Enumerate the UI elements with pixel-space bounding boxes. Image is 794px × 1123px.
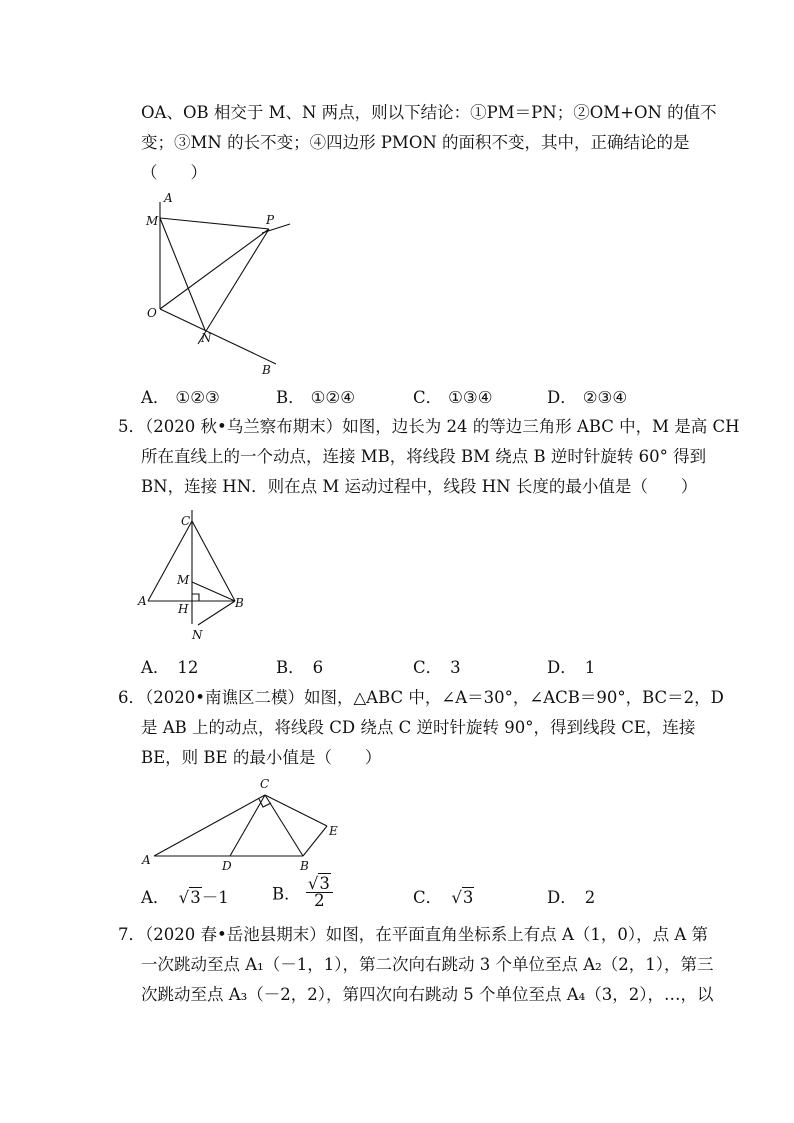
q4-label-A: A: [164, 191, 173, 205]
q4-text-line-2: 变；③MN 的长不变；④四边形 PMON 的面积不变，其中，正确结论的是: [141, 133, 690, 152]
q5-label-H: H: [178, 602, 189, 616]
q6-option-b[interactable]: B． $\frac{√3}{2}$: [272, 876, 333, 909]
q6-options: [0, 874, 794, 916]
q4-label-B: B: [262, 363, 271, 377]
q4-option-c[interactable]: C． ①③④: [413, 388, 493, 407]
q6-text-line-1: 6．（2020•南谯区二模）如图，△ABC 中，∠A＝30°，∠ACB＝90°，BC＝2，D: [118, 688, 724, 707]
q5-label-N: N: [192, 628, 203, 642]
q5-segment-BN: [198, 601, 235, 625]
q5-text-line-3: BN，连接 HN．则在点 M 运动过程中，线段 HN 长度的最小值是（ ）: [141, 477, 698, 496]
q4-segment-OP: [160, 229, 269, 309]
q5-label-C: C: [181, 514, 191, 528]
q5-option-d[interactable]: D． 1: [547, 658, 596, 677]
q5-segment-MB: [192, 582, 235, 601]
q7-text-line-3: 次跳动至点 A₃（－2，2），第四次向右跳动 5 个单位至点 A₄（3，2），…，以: [141, 985, 714, 1004]
q4-label-O: O: [147, 306, 157, 320]
q4-label-P: P: [266, 213, 275, 227]
q5-figure: [136, 504, 256, 644]
q4-segment-MN: [160, 218, 205, 330]
q6-figure: [136, 772, 356, 876]
q6-text-line-2: 是 AB 上的动点，将线段 CD 绕点 C 逆时针旋转 90°，得到线段 CE，连接: [141, 718, 696, 737]
q6-label-B: B: [300, 859, 309, 873]
q5-option-c[interactable]: C． 3: [413, 658, 461, 677]
q6-label-D: D: [222, 859, 232, 873]
q4-segment-PN: [198, 229, 269, 344]
q4-text-line-1: OA、OB 相交于 M、N 两点，则以下结论：①PM＝PN；②OM+ON 的值不: [141, 103, 717, 122]
q5-options: [0, 654, 794, 676]
q5-text-line-1: 5．（2020 秋•乌兰察布期末）如图，边长为 24 的等边三角形 ABC 中，M 是高 CH: [118, 417, 740, 436]
q7-text-line-2: 一次跳动至点 A₁（－1，1），第二次向右跳动 3 个单位至点 A₂（2，1），第三: [141, 955, 714, 974]
sqrt-symbol: √3: [451, 888, 474, 907]
q6-option-a[interactable]: A． √3－1: [141, 888, 229, 907]
fraction: $\frac{√3}{2}$: [306, 876, 333, 909]
q4-options: [0, 384, 794, 406]
q4-option-d[interactable]: D． ②③④: [547, 388, 628, 407]
q6-label-E: E: [329, 824, 338, 838]
q5-text-line-2: 所在直线上的一个动点，连接 MB，将线段 BM 绕点 B 逆时针旋转 60° 得到: [141, 447, 707, 466]
q6-side-AC: [154, 795, 265, 856]
q6-label-C: C: [260, 777, 270, 791]
q5-label-M: M: [177, 573, 190, 587]
sqrt-symbol: √3: [178, 888, 201, 907]
q4-segment-MP: [160, 218, 269, 229]
q5-option-a[interactable]: A． 12: [141, 658, 199, 677]
q4-option-a[interactable]: A． ①②③: [141, 388, 220, 407]
q6-segment-BE: [303, 826, 327, 856]
q4-label-N: N: [201, 331, 212, 345]
q5-label-B: B: [235, 596, 244, 610]
q4-figure: [138, 188, 298, 380]
q6-right-angle-mark: [259, 799, 271, 807]
q5-side-CB: [192, 521, 235, 601]
q5-side-CA: [148, 521, 192, 601]
q4-line-OB: [160, 309, 276, 364]
q6-label-A: A: [142, 853, 151, 867]
q6-option-c[interactable]: C． √3: [413, 888, 474, 907]
q5-option-b[interactable]: B． 6: [276, 658, 324, 677]
q4-label-M: M: [146, 214, 159, 228]
q5-label-A: A: [138, 594, 147, 608]
q6-option-d[interactable]: D． 2: [547, 888, 596, 907]
q5-right-angle-mark: [192, 594, 199, 601]
q6-text-line-3: BE，则 BE 的最小值是（ ）: [141, 748, 382, 767]
q7-text-line-1: 7．（2020 春•岳池县期末）如图，在平面直角坐标系上有点 A（1，0），点 A 第: [118, 925, 709, 944]
q4-option-b[interactable]: B． ①②④: [276, 388, 356, 407]
q4-text-line-3: （ ）: [141, 163, 207, 182]
